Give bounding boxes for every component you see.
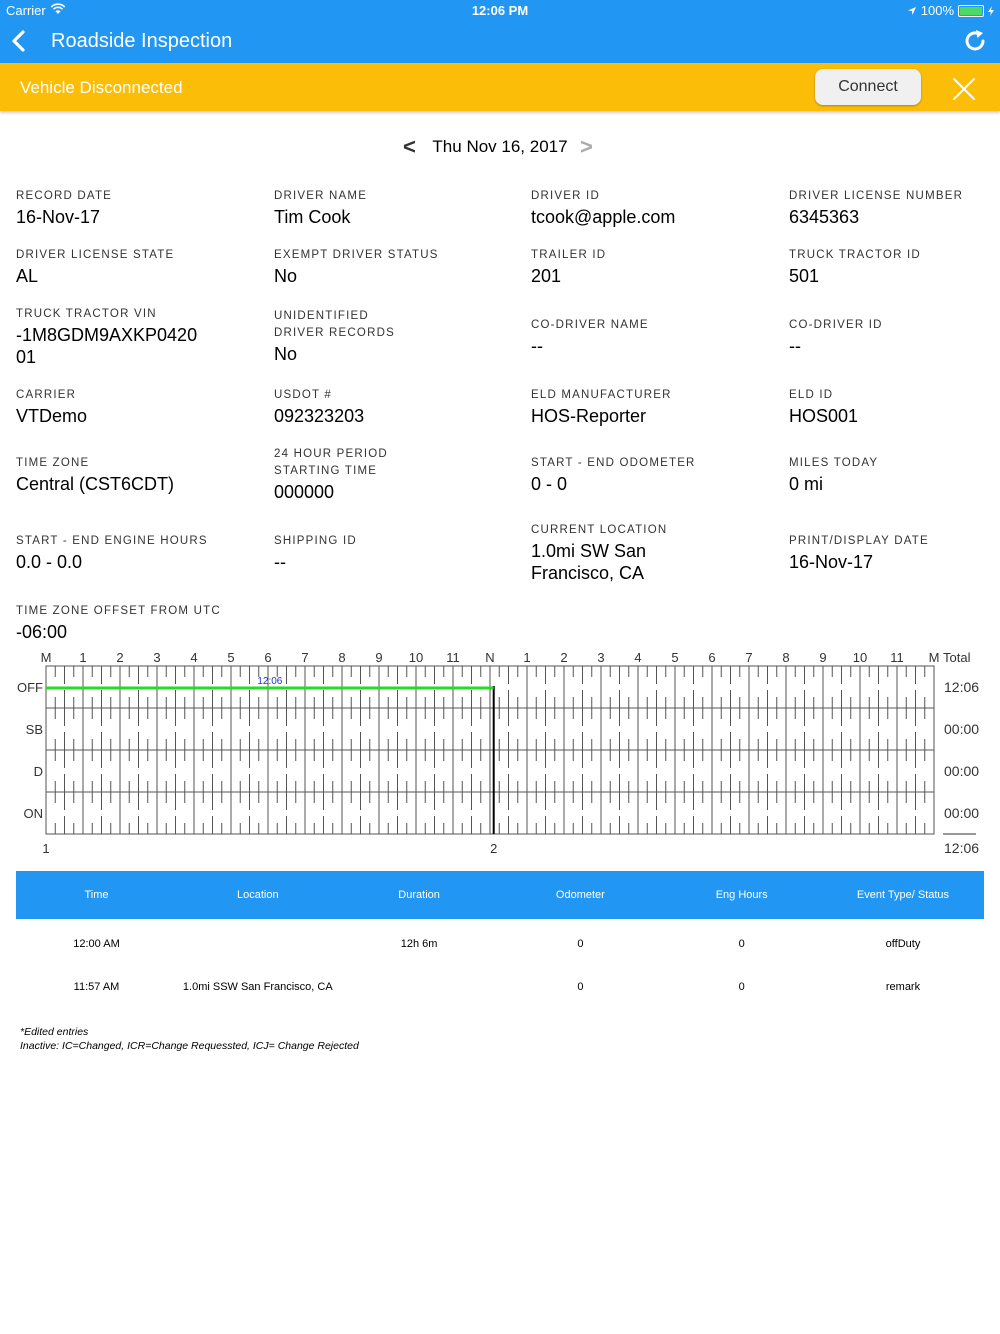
field-value: tcook@apple.com <box>531 207 676 227</box>
field-22 <box>531 522 771 584</box>
table-cell: 0 <box>738 981 745 993</box>
close-icon[interactable] <box>951 76 977 102</box>
hour-tick-label: 5 <box>227 650 235 665</box>
refresh-icon[interactable] <box>962 28 988 54</box>
field-19 <box>789 455 1000 495</box>
hour-tick-label: 10 <box>408 650 424 665</box>
field-label: START - END ENGINE HOURS <box>16 535 208 547</box>
field-value: No <box>274 344 298 364</box>
field-value: Tim Cook <box>274 207 351 227</box>
hos-log-graph <box>0 645 1000 865</box>
status-row-total: 12:06 <box>944 679 980 695</box>
field-label: DRIVER NAME <box>274 190 368 202</box>
table-cell: 12:00 AM <box>73 938 120 950</box>
status-row-total: 00:00 <box>944 805 980 821</box>
field-value: HOS001 <box>789 406 859 426</box>
status-row-label: SB <box>25 722 43 737</box>
hour-tick-label: 2 <box>560 650 568 665</box>
column-header[interactable]: Duration <box>398 889 440 901</box>
field-3 <box>789 188 1000 228</box>
field-11 <box>789 317 1000 357</box>
field-14 <box>531 387 771 427</box>
table-cell: 11:57 AM <box>73 981 120 993</box>
hour-tick-label: 1 <box>523 650 531 665</box>
field-label: START - END ODOMETER <box>531 457 696 469</box>
current-date: Thu Nov 16, 2017 <box>432 137 568 156</box>
field-label: TIME ZONE OFFSET FROM UTC <box>16 605 221 617</box>
field-2 <box>531 188 771 228</box>
hour-tick-label: 8 <box>782 650 790 665</box>
field-10 <box>531 317 771 357</box>
field-label: ELD ID <box>789 389 834 401</box>
field-value: 0 mi <box>789 474 824 494</box>
field-9 <box>274 308 514 365</box>
field-value: 0.0 - 0.0 <box>16 552 83 572</box>
column-header[interactable]: Location <box>237 889 279 901</box>
field-value: 092323203 <box>274 406 365 426</box>
status-row-total: 00:00 <box>944 763 980 779</box>
connect-button[interactable]: Connect <box>815 69 921 105</box>
event-marker-label: 1 <box>42 841 50 856</box>
hour-tick-label: M <box>928 650 940 665</box>
field-label: EXEMPT DRIVER STATUS <box>274 249 439 261</box>
column-header[interactable]: Time <box>84 889 109 901</box>
carrier-label: Carrier <box>6 3 46 18</box>
status-row-total: 00:00 <box>944 721 980 737</box>
field-23 <box>789 533 1000 573</box>
table-cell: 0 <box>577 938 584 950</box>
legend-notes <box>20 1025 359 1053</box>
event-marker-label: 2 <box>490 841 498 856</box>
hour-tick-label: 7 <box>745 650 753 665</box>
field-20 <box>16 533 256 573</box>
note-line: *Edited entries <box>20 1026 89 1038</box>
battery-icon <box>958 5 984 17</box>
note-line: Inactive: IC=Changed, ICR=Change Requessted, ICJ= Change Rejected <box>20 1040 359 1052</box>
table-cell: remark <box>885 981 921 993</box>
hour-tick-label: 2 <box>116 650 124 665</box>
banner-message: Vehicle Disconnected <box>20 78 183 97</box>
hour-tick-label: 7 <box>301 650 309 665</box>
table-cell: 0 <box>577 981 584 993</box>
charging-icon <box>988 6 994 16</box>
table-cell: 1.0mi SSW San Francisco, CA <box>182 981 333 993</box>
hour-tick-label: 8 <box>338 650 346 665</box>
field-value: 501 <box>789 266 820 286</box>
field-value: VTDemo <box>16 406 88 426</box>
field-1 <box>274 188 514 228</box>
hour-tick-label: 1 <box>79 650 87 665</box>
chevron-left-icon[interactable] <box>8 26 28 56</box>
field-16 <box>16 455 256 495</box>
hour-tick-label: 3 <box>153 650 161 665</box>
field-17 <box>274 446 514 503</box>
column-header[interactable]: Event Type/ Status <box>856 889 950 901</box>
hour-tick-label: 11 <box>890 650 904 665</box>
field-0 <box>16 188 256 228</box>
field-4 <box>16 247 256 287</box>
segment-duration-label: 12:06 <box>257 676 283 687</box>
status-row-label: D <box>33 764 43 779</box>
status-bar <box>0 0 1000 20</box>
hour-tick-label: 9 <box>819 650 827 665</box>
hour-tick-label: 11 <box>446 650 460 665</box>
field-value: -1M8GDM9AXKP0420 01 <box>16 325 198 367</box>
field-label: RECORD DATE <box>16 190 113 202</box>
hour-tick-label: 6 <box>264 650 272 665</box>
field-value: 16-Nov-17 <box>16 207 101 227</box>
field-label: DRIVER LICENSE NUMBER <box>789 190 964 202</box>
field-24 <box>16 603 256 643</box>
field-label: CO-DRIVER NAME <box>531 319 649 331</box>
status-time: 12:06 PM <box>471 3 529 18</box>
field-value: HOS-Reporter <box>531 406 647 426</box>
hour-tick-label: 4 <box>190 650 198 665</box>
page-title: Roadside Inspection <box>51 30 233 52</box>
total-header: Total <box>943 650 971 665</box>
field-6 <box>531 247 771 287</box>
table-cell: 0 <box>738 938 745 950</box>
hour-tick-label: 5 <box>671 650 679 665</box>
hour-tick-label: 4 <box>634 650 642 665</box>
field-value: 6345363 <box>789 207 860 227</box>
field-value: AL <box>16 266 39 286</box>
column-header[interactable]: Odometer <box>555 889 605 901</box>
field-label: CURRENT LOCATION <box>531 524 668 536</box>
status-row-label: ON <box>23 806 43 821</box>
field-5 <box>274 247 514 287</box>
field-label: DRIVER ID <box>531 190 600 202</box>
hour-tick-label: 3 <box>597 650 605 665</box>
field-value: -- <box>531 336 543 356</box>
field-label: CO-DRIVER ID <box>789 319 883 331</box>
hour-tick-label: 6 <box>708 650 716 665</box>
column-header[interactable]: Eng Hours <box>715 889 768 901</box>
hour-tick-label: 9 <box>375 650 383 665</box>
hour-tick-label: 10 <box>852 650 868 665</box>
field-label: ELD MANUFACTURER <box>531 389 672 401</box>
field-value: -- <box>274 552 286 572</box>
field-7 <box>789 247 1000 287</box>
grand-total: 12:06 <box>944 840 980 856</box>
field-15 <box>789 387 1000 427</box>
location-arrow-icon <box>907 6 917 16</box>
field-label: TRUCK TRACTOR ID <box>789 249 921 261</box>
field-label: PRINT/DISPLAY DATE <box>789 535 929 547</box>
field-value: No <box>274 266 298 286</box>
events-table-header <box>16 871 984 919</box>
field-label: SHIPPING ID <box>274 535 357 547</box>
hour-tick-label: M <box>40 650 52 665</box>
field-label: UNIDENTIFIED DRIVER RECORDS <box>274 310 395 339</box>
field-13 <box>274 387 514 427</box>
field-label: DRIVER LICENSE STATE <box>16 249 175 261</box>
prev-day-button[interactable]: < <box>403 134 416 159</box>
connection-banner <box>0 63 1000 111</box>
hour-tick-label: N <box>485 650 495 665</box>
field-value: Central (CST6CDT) <box>16 474 175 494</box>
battery-percent: 100% <box>920 3 954 18</box>
field-18 <box>531 455 771 495</box>
field-label: TIME ZONE <box>16 457 90 469</box>
field-21 <box>274 533 514 573</box>
field-12 <box>16 387 256 427</box>
field-value: 1.0mi SW San Francisco, CA <box>531 541 647 583</box>
field-label: TRAILER ID <box>531 249 607 261</box>
field-label: CARRIER <box>16 389 77 401</box>
next-day-button[interactable]: > <box>580 134 593 159</box>
field-label: MILES TODAY <box>789 457 879 469</box>
field-value: 201 <box>531 266 562 286</box>
table-cell: 12h 6m <box>400 938 438 950</box>
field-value: -06:00 <box>16 622 68 642</box>
field-8 <box>16 306 256 368</box>
field-label: 24 HOUR PERIOD STARTING TIME <box>274 448 388 477</box>
field-value: 000000 <box>274 482 335 502</box>
field-value: -- <box>789 336 801 356</box>
field-value: 16-Nov-17 <box>789 552 874 572</box>
field-label: TRUCK TRACTOR VIN <box>16 308 157 320</box>
field-value: 0 - 0 <box>531 474 568 494</box>
table-cell: offDuty <box>885 938 921 950</box>
field-label: USDOT # <box>274 389 333 401</box>
nav-bar <box>0 20 1000 63</box>
status-row-label: OFF <box>17 680 43 695</box>
